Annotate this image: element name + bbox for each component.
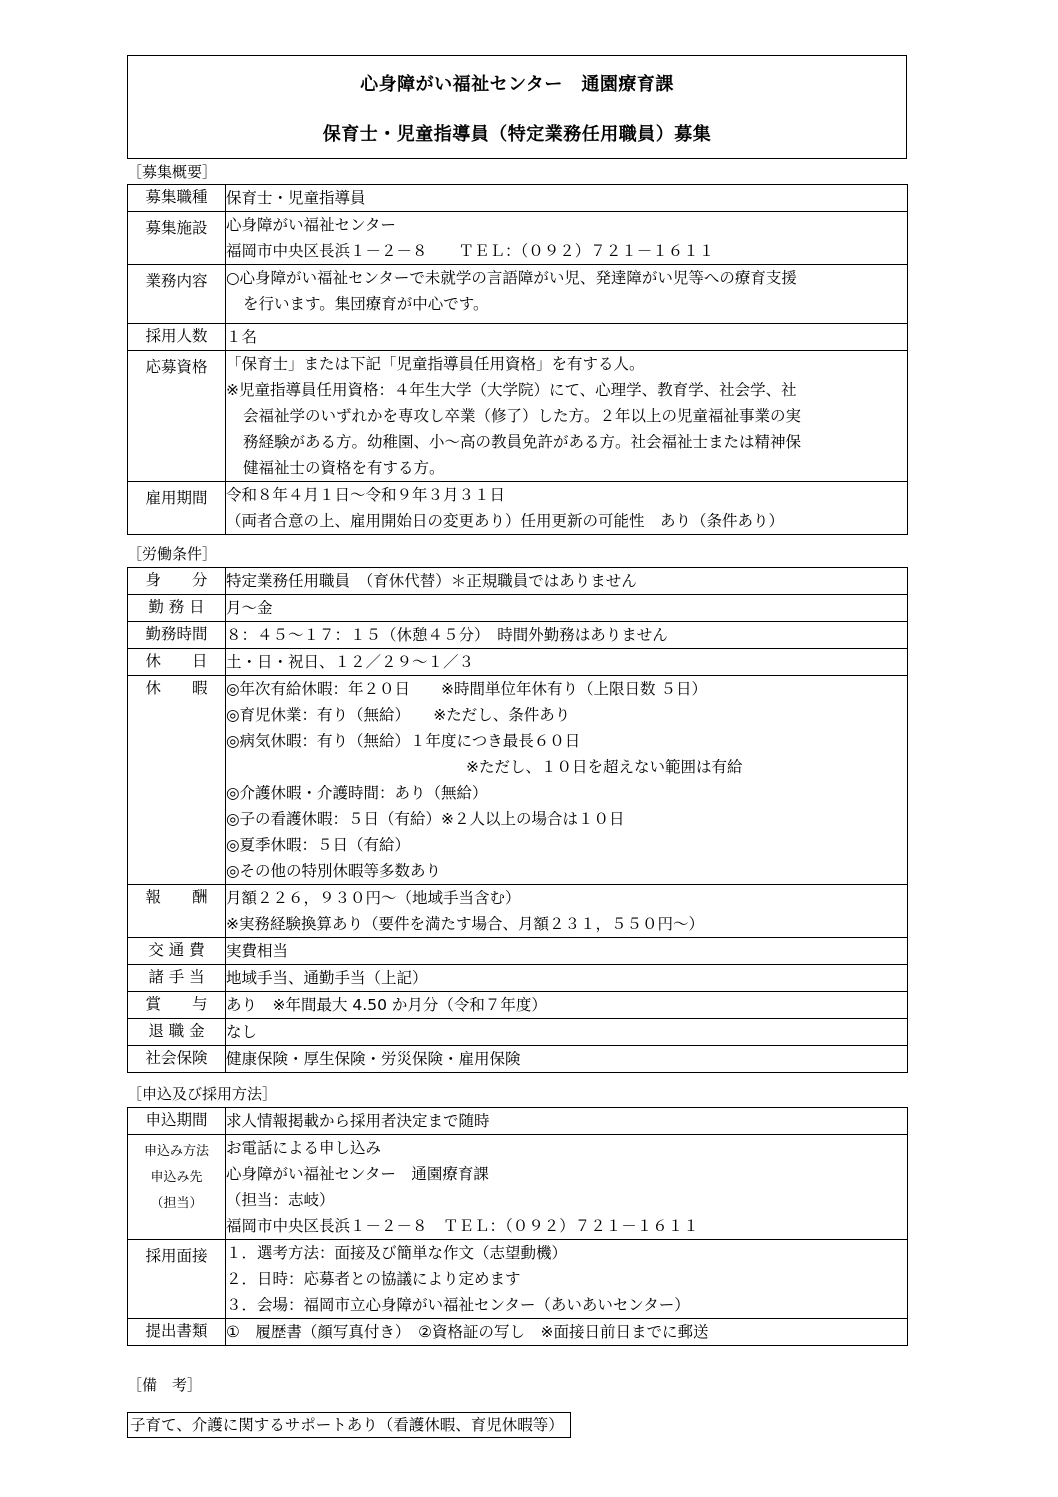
row-value: 心身障がい福祉センター bbox=[226, 216, 396, 234]
table-row bbox=[128, 885, 908, 938]
row-value: 福岡市中央区長浜１－２－８ ＴＥＬ：（０９２）７２１－１６１１ bbox=[226, 1217, 699, 1235]
row-value: 実費相当 bbox=[226, 942, 289, 960]
table-row bbox=[128, 1108, 908, 1135]
table-row bbox=[128, 938, 908, 965]
row-value: ※実務経験換算あり（要件を満たす場合、月額２３１，５５０円～） bbox=[226, 915, 704, 933]
table-row bbox=[128, 1319, 908, 1346]
overview-table bbox=[127, 184, 908, 535]
table-row bbox=[128, 622, 908, 649]
row-label: 申込み先 bbox=[150, 1170, 203, 1185]
row-label: 提出書類 bbox=[128, 1319, 226, 1346]
table-row bbox=[128, 265, 908, 324]
row-value: 令和８年４月１日～令和９年３月３１日 bbox=[226, 486, 506, 504]
row-label: 応募資格 bbox=[128, 351, 226, 482]
row-value: ８：４５～１７：１５（休憩４５分） 時間外勤務はありません bbox=[226, 626, 668, 644]
row-value: ２．日時：応募者との協議により定めます bbox=[226, 1270, 521, 1288]
table-row bbox=[128, 324, 908, 351]
remarks-box: 子育て、介護に関するサポートあり（看護休暇、育児休暇等） bbox=[127, 1412, 571, 1438]
row-label: 雇用期間 bbox=[128, 482, 226, 535]
table-row bbox=[128, 1019, 908, 1046]
row-value: 健福祉士の資格を有する方。 bbox=[243, 459, 445, 477]
table-row bbox=[128, 1135, 908, 1240]
row-value: 求人情報掲載から採用者決定まで随時 bbox=[226, 1112, 490, 1130]
list-item: ◎病気休暇：有り（無給）１年度につき最長６０日 bbox=[226, 732, 581, 750]
row-value: あり ※年間最大 4.50 か月分（令和７年度） bbox=[226, 996, 547, 1014]
list-item: ◎育児休業：有り（無給） ※ただし、条件あり bbox=[226, 706, 571, 724]
row-value: （担当：志岐） bbox=[226, 1191, 335, 1209]
row-value: ○心身障がい福祉センターで未就学の言語障がい児、発達障がい児等への療育支援 bbox=[226, 269, 797, 287]
table-row bbox=[128, 992, 908, 1019]
row-value: 月～金 bbox=[226, 599, 273, 617]
row-label: 賞 与 bbox=[128, 992, 226, 1019]
table-row bbox=[128, 351, 908, 482]
table-row bbox=[128, 212, 908, 265]
table-row bbox=[128, 676, 908, 885]
list-item: ◎年次有給休暇：年２０日 ※時間単位年休有り（上限日数 ５日） bbox=[226, 680, 707, 698]
row-value: 特定業務任用職員 （育休代替）＊正規職員ではありません bbox=[226, 572, 637, 590]
title-box bbox=[127, 55, 907, 159]
row-label: 採用面接 bbox=[128, 1240, 226, 1319]
row-value: 健康保険・厚生保険・労災保険・雇用保険 bbox=[226, 1050, 521, 1068]
table-row bbox=[128, 1046, 908, 1073]
table-row bbox=[128, 185, 908, 212]
row-value: １．選考方法：面接及び簡単な作文（志望動機） bbox=[226, 1244, 568, 1262]
row-label: 業務内容 bbox=[128, 265, 226, 324]
row-value: お電話による申し込み bbox=[226, 1139, 382, 1157]
section-heading-conditions: ［労働条件］ bbox=[127, 545, 218, 563]
table-row bbox=[128, 595, 908, 622]
page-title: 心身障がい福祉センター 通園療育課 bbox=[360, 74, 674, 95]
row-label: 休 日 bbox=[128, 649, 226, 676]
section-heading-application: ［申込及び採用方法］ bbox=[127, 1085, 278, 1103]
list-item: ※ただし、１０日を超えない範囲は有給 bbox=[466, 758, 743, 776]
row-value: を行います。集団療育が中心です。 bbox=[243, 295, 489, 313]
table-row bbox=[128, 482, 908, 535]
page-subtitle: 保育士・児童指導員（特定業務任用職員）募集 bbox=[322, 124, 712, 145]
row-label: 採用人数 bbox=[128, 324, 226, 351]
row-value: 会福祉学のいずれかを専攻し卒業（修了）した方。２年以上の児童福祉事業の実 bbox=[243, 407, 802, 425]
row-label: 勤務時間 bbox=[128, 622, 226, 649]
row-label: 申込期間 bbox=[128, 1108, 226, 1135]
row-label: 諸 手 当 bbox=[128, 965, 226, 992]
row-value: ※児童指導員任用資格：４年生大学（大学院）にて、心理学、教育学、社会学、社 bbox=[226, 381, 797, 399]
row-label: 社会保険 bbox=[128, 1046, 226, 1073]
section-heading-remarks: ［備 考］ bbox=[127, 1376, 203, 1394]
list-item: ◎介護休暇・介護時間：あり（無給） bbox=[226, 784, 488, 802]
table-row bbox=[128, 568, 908, 595]
row-label: 報 酬 bbox=[128, 885, 226, 938]
row-value: なし bbox=[226, 1023, 258, 1041]
row-value: 心身障がい福祉センター 通園療育課 bbox=[226, 1165, 489, 1183]
conditions-table bbox=[127, 567, 908, 1073]
row-value: １名 bbox=[226, 328, 258, 346]
section-heading-overview: ［募集概要］ bbox=[127, 163, 218, 181]
row-value: 月額２２６，９３０円～（地域手当含む） bbox=[226, 889, 521, 907]
row-value: （両者合意の上、雇用開始日の変更あり）任用更新の可能性 あり（条件あり） bbox=[226, 512, 785, 530]
row-value: 福岡市中央区長浜１－２－８ ＴＥＬ：（０９２）７２１－１６１１ bbox=[226, 242, 715, 260]
table-row bbox=[128, 649, 908, 676]
row-value: 土・日・祝日、１２／２９～１／３ bbox=[226, 653, 475, 671]
list-item: ◎子の看護休暇：５日（有給）※２人以上の場合は１０日 bbox=[226, 810, 625, 828]
row-label: 募集施設 bbox=[128, 212, 226, 265]
row-label: 退 職 金 bbox=[128, 1019, 226, 1046]
list-item: ◎その他の特別休暇等多数あり bbox=[226, 862, 442, 880]
row-label: 交 通 費 bbox=[128, 938, 226, 965]
row-value: 保育士・児童指導員 bbox=[226, 189, 366, 207]
table-row bbox=[128, 965, 908, 992]
row-label: （担当） bbox=[150, 1196, 203, 1211]
row-value: ３．会場：福岡市立心身障がい福祉センター（あいあいセンター） bbox=[226, 1296, 690, 1314]
row-label: 身 分 bbox=[128, 568, 226, 595]
row-label: 募集職種 bbox=[128, 185, 226, 212]
row-value: 務経験がある方。幼稚園、小～高の教員免許がある方。社会福祉士または精神保 bbox=[243, 433, 802, 451]
row-label: 申込み方法 bbox=[143, 1144, 209, 1159]
row-label: 勤 務 日 bbox=[128, 595, 226, 622]
row-value: ① 履歴書（顔写真付き） ②資格証の写し ※面接日前日までに郵送 bbox=[226, 1323, 709, 1341]
list-item: ◎夏季休暇：５日（有給） bbox=[226, 836, 411, 854]
row-value: 「保育士」または下記「児童指導員任用資格」を有する人。 bbox=[226, 355, 645, 373]
application-table bbox=[127, 1107, 908, 1346]
row-value: 地域手当、通勤手当（上記） bbox=[226, 969, 428, 987]
row-label: 休 暇 bbox=[128, 676, 226, 885]
table-row bbox=[128, 1240, 908, 1319]
